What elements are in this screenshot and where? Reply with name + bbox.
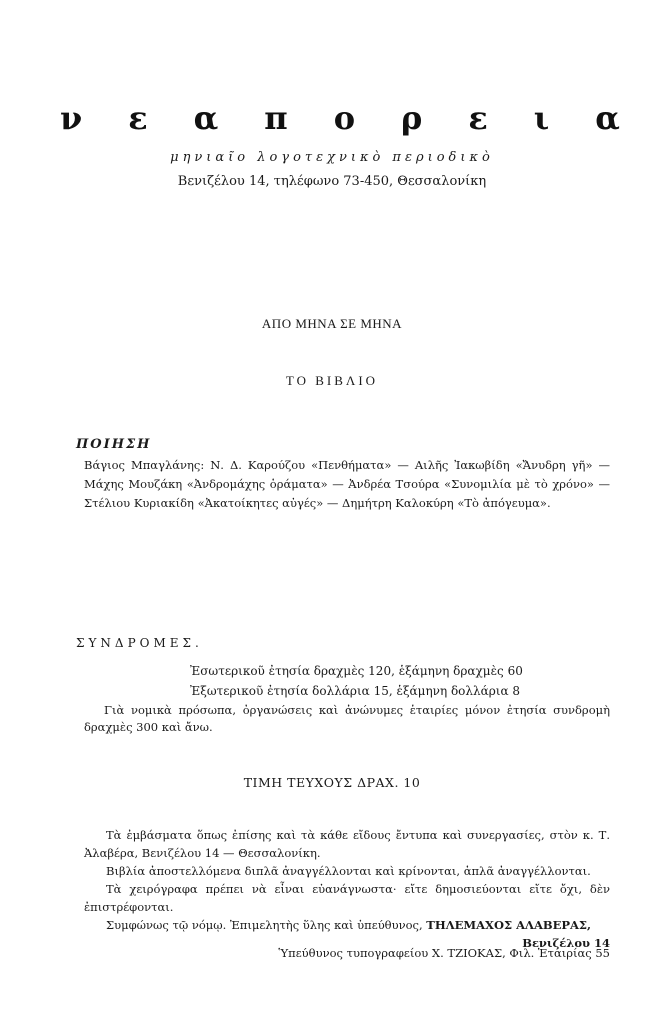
subscriptions-title: ΣΥΝΔΡΟΜΕΣ. — [76, 636, 203, 650]
subscription-domestic: Ἐσωτερικοῦ ἐτησία δραχμὲς 120, ἑξάμηνη δραχμὲς 60 — [190, 664, 523, 678]
subscription-note: Γιὰ νομικὰ πρόσωπα, ὀργανώσεις καὶ ἀνώνυμες ἑταιρίες μόνον ἐτησία συνδρομὴ δραχμὲς 300 καὶ ἄνω. — [84, 703, 610, 734]
subscription-foreign: Ἐξωτερικοῦ ἐτησία δολλάρια 15, ἑξάμηνη δολλάρια 8 — [190, 684, 521, 698]
notice-payments: Τὰ ἐμβάσματα ὅπως ἐπίσης καὶ τὰ κάθε εἴδους ἔντυπα καὶ συνεργασίες, στὸν κ. Τ. Ἀλαβέρα, Βενιζέλου 14 — Θεσσαλονίκη. — [84, 828, 610, 860]
masthead-letter: α — [193, 99, 219, 137]
masthead-letter: ρ — [401, 99, 423, 137]
notices-block — [84, 826, 610, 952]
poetry-text: Βάγιος Μπαγλάνης: Ν. Δ. Καρούζου «Πενθήματα» — Αιλῆς Ἰακωβίδη «Ἄνυδρη γῆ» — Μάχης Μουζάκη «Ἀνδρομάχης ὁράματα» — Ἀνδρέα Τσούρα «Συνομιλία μὲ τὸ χρόνο» — Στέλιου Κυριακίδη «Ἀκατοίκητες αὐγές» — Δημήτρη Καλοκύρη «Τὸ ἀπόγευμα». — [84, 458, 610, 510]
masthead-letter: α — [595, 99, 620, 137]
masthead-title — [60, 100, 620, 136]
poetry-title: ΠΟΙΗΣΗ — [76, 437, 152, 452]
masthead-letter: ο — [333, 99, 356, 137]
masthead-letter: ν — [60, 99, 83, 137]
masthead-letter: π — [264, 99, 288, 137]
notice-legal — [84, 916, 610, 934]
legal-name: ΤΗΛΕΜΑΧΟΣ ΑΛΑΒΕΡΑΣ, — [426, 918, 592, 932]
masthead-subtitle: μηνιαῖο λογοτεχνικὸ περιοδικὸ — [170, 150, 494, 165]
masthead-letter: ι — [533, 99, 550, 137]
notice-books: Βιβλία ἀποστελλόμενα διπλᾶ ἀναγγέλλονται καὶ κρίνονται, ἁπλᾶ ἀναγγέλλονται. — [106, 864, 591, 878]
printer-line: Ὑπεύθυνος τυπογραφείου Χ. ΤΖΙΟΚΑΣ, Φιλ. Ἑταιρίας 55 — [278, 946, 610, 960]
section-heading-month: ΑΠΟ ΜΗΝΑ ΣΕ ΜΗΝΑ — [261, 316, 403, 331]
issue-price: ΤΙΜΗ ΤΕΥΧΟΥΣ ΔΡΑΧ. 10 — [243, 775, 421, 790]
legal-address: Βενιζέλου 14 — [522, 936, 610, 950]
notice-manuscripts: Τὰ χειρόγραφα πρέπει νὰ εἶναι εὐανάγνωστα· εἴτε δημοσιεύονται εἴτε ὄχι, δὲν ἐπιστρέφονται. — [84, 882, 610, 914]
subscription-note-block — [84, 702, 610, 736]
legal-prefix: Συμφώνως τῷ νόμῳ. Ἐπιμελητὴς ὕλης καὶ ὑπεύθυνος, — [106, 918, 423, 932]
masthead-letter: ε — [128, 99, 148, 137]
masthead-address: Βενιζέλου 14, τηλέφωνο 73-450, Θεσσαλονίκη — [177, 174, 487, 189]
poetry-paragraph — [84, 456, 610, 513]
masthead-letter: ε — [468, 99, 488, 137]
section-heading-book: ΤΟ ΒΙΒΛΙΟ — [285, 373, 379, 388]
